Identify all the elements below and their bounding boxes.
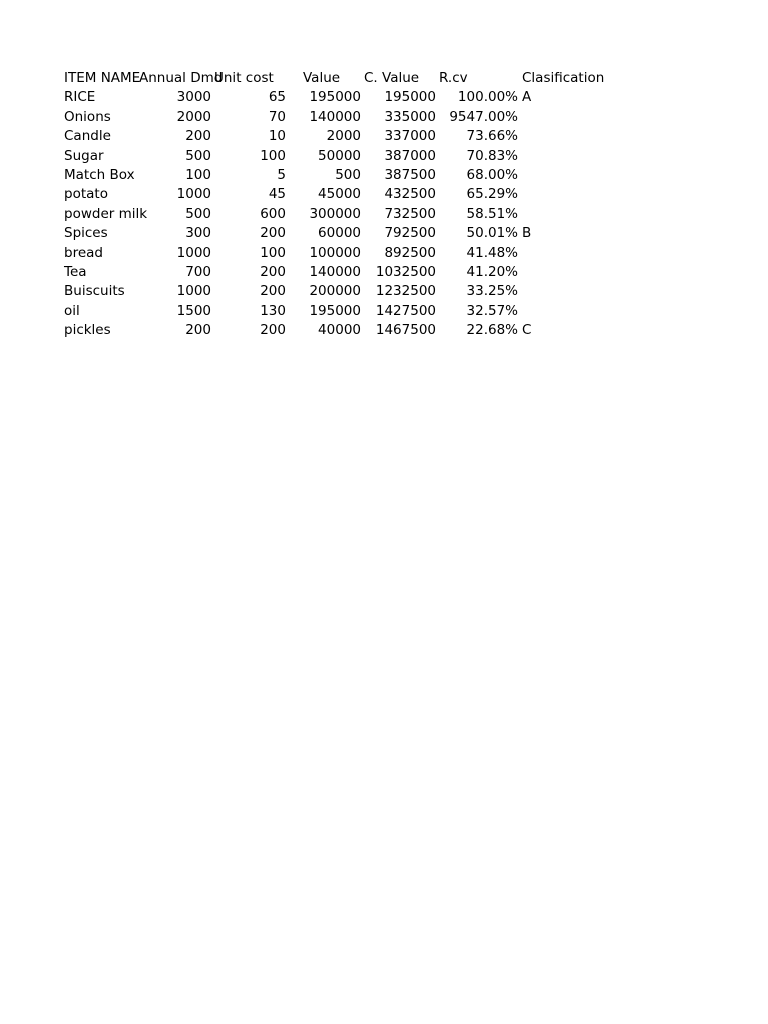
unit-cost-cell[interactable]: 10 <box>268 128 286 145</box>
item-name-cell[interactable]: potato <box>64 186 108 203</box>
classification-cell[interactable] <box>521 147 631 166</box>
annual-demand-cell[interactable]: 200 <box>185 322 211 339</box>
rcv-cell[interactable]: 22.68% <box>466 322 518 339</box>
header-annual-demand[interactable]: Annual Dmd <box>139 70 223 86</box>
annual-demand-cell[interactable]: 200 <box>185 128 211 145</box>
cumulative-value-cell[interactable]: 337000 <box>384 128 436 145</box>
cumulative-value-cell[interactable]: 387500 <box>384 166 436 183</box>
value-cell[interactable]: 195000 <box>309 302 361 319</box>
cumulative-value-cell[interactable]: 1232500 <box>375 283 436 300</box>
cumulative-value-cell[interactable]: 387000 <box>384 147 436 164</box>
header-unit-cost[interactable]: Unit cost <box>214 70 274 86</box>
item-name-cell[interactable]: bread <box>64 244 103 261</box>
value-cell[interactable]: 45000 <box>318 186 361 203</box>
item-name-cell[interactable]: pickles <box>64 322 111 339</box>
rcv-cell[interactable]: 32.57% <box>466 302 518 319</box>
unit-cost-cell[interactable]: 5 <box>277 166 286 183</box>
item-name-cell[interactable]: Buiscuits <box>64 283 125 300</box>
table-row <box>64 263 631 282</box>
annual-demand-cell[interactable]: 1000 <box>176 283 211 300</box>
annual-demand-cell[interactable]: 100 <box>185 166 211 183</box>
item-name-cell[interactable]: oil <box>64 302 80 319</box>
table-row <box>64 321 631 340</box>
value-cell[interactable]: 140000 <box>309 108 361 125</box>
rcv-cell[interactable]: 58.51% <box>466 205 518 222</box>
cumulative-value-cell[interactable]: 892500 <box>384 244 436 261</box>
classification-cell[interactable] <box>521 185 631 204</box>
classification-cell[interactable] <box>521 205 631 224</box>
header-cumulative-value[interactable]: C. Value <box>364 70 420 86</box>
table-row <box>64 282 631 301</box>
rcv-cell[interactable]: 50.01% <box>466 225 518 242</box>
value-cell[interactable]: 500 <box>335 166 361 183</box>
value-cell[interactable]: 200000 <box>309 283 361 300</box>
unit-cost-cell[interactable]: 200 <box>260 322 286 339</box>
classification-cell[interactable] <box>521 108 631 127</box>
value-cell[interactable]: 40000 <box>318 322 361 339</box>
rcv-cell[interactable]: 100.00% <box>457 89 518 106</box>
unit-cost-cell[interactable]: 200 <box>260 263 286 280</box>
item-name-cell[interactable]: Spices <box>64 225 108 242</box>
rcv-cell[interactable]: 33.25% <box>466 283 518 300</box>
table-body <box>64 88 631 340</box>
cumulative-value-cell[interactable]: 1467500 <box>375 322 436 339</box>
classification-cell[interactable] <box>521 302 631 321</box>
item-name-cell[interactable]: Candle <box>64 128 111 145</box>
value-cell[interactable]: 60000 <box>318 225 361 242</box>
unit-cost-cell[interactable]: 100 <box>260 244 286 261</box>
rcv-cell[interactable]: 65.29% <box>466 186 518 203</box>
cumulative-value-cell[interactable]: 335000 <box>384 108 436 125</box>
spreadsheet-table <box>64 69 631 340</box>
value-cell[interactable]: 100000 <box>309 244 361 261</box>
table-row <box>64 88 631 107</box>
annual-demand-cell[interactable]: 1500 <box>176 302 211 319</box>
annual-demand-cell[interactable]: 2000 <box>176 108 211 125</box>
classification-cell[interactable] <box>521 263 631 282</box>
annual-demand-cell[interactable]: 3000 <box>176 89 211 106</box>
item-name-cell[interactable]: Match Box <box>64 166 135 183</box>
header-row <box>64 69 631 88</box>
rcv-cell[interactable]: 73.66% <box>466 128 518 145</box>
table-row <box>64 185 631 204</box>
header-rcv[interactable]: R.cv <box>439 70 468 86</box>
rcv-cell[interactable]: 68.00% <box>466 166 518 183</box>
unit-cost-cell[interactable]: 200 <box>260 283 286 300</box>
cumulative-value-cell[interactable]: 432500 <box>384 186 436 203</box>
table-row <box>64 244 631 263</box>
classification-cell[interactable]: A <box>522 89 532 106</box>
table-row <box>64 302 631 321</box>
annual-demand-cell[interactable]: 1000 <box>176 186 211 203</box>
header-value[interactable]: Value <box>303 70 341 86</box>
unit-cost-cell[interactable]: 65 <box>268 89 286 106</box>
value-cell[interactable]: 300000 <box>309 205 361 222</box>
classification-cell[interactable] <box>521 127 631 146</box>
unit-cost-cell[interactable]: 100 <box>260 147 286 164</box>
unit-cost-cell[interactable]: 200 <box>260 225 286 242</box>
rcv-cell[interactable]: 41.20% <box>466 263 518 280</box>
table-row <box>64 147 631 166</box>
table-row <box>64 166 631 185</box>
table-row <box>64 127 631 146</box>
table-row <box>64 205 631 224</box>
annual-demand-cell[interactable]: 500 <box>185 205 211 222</box>
classification-cell[interactable] <box>521 244 631 263</box>
unit-cost-cell[interactable]: 45 <box>268 186 286 203</box>
classification-cell[interactable] <box>521 282 631 301</box>
cumulative-value-cell[interactable]: 1427500 <box>375 302 436 319</box>
classification-cell[interactable] <box>521 166 631 185</box>
item-name-cell[interactable]: powder milk <box>64 205 148 222</box>
cumulative-value-cell[interactable]: 792500 <box>384 225 436 242</box>
header-classification[interactable]: Clasification <box>522 70 605 86</box>
value-cell[interactable]: 140000 <box>309 263 361 280</box>
item-name-cell[interactable]: Onions <box>64 108 111 125</box>
unit-cost-cell[interactable]: 600 <box>260 205 286 222</box>
rcv-cell[interactable]: 70.83% <box>466 147 518 164</box>
value-cell[interactable]: 195000 <box>309 89 361 106</box>
unit-cost-cell[interactable]: 70 <box>268 108 286 125</box>
unit-cost-cell[interactable]: 130 <box>260 302 286 319</box>
classification-cell[interactable]: B <box>522 225 532 242</box>
annual-demand-cell[interactable]: 1000 <box>176 244 211 261</box>
rcv-cell[interactable]: 41.48% <box>466 244 518 261</box>
header-item-name[interactable]: ITEM NAME <box>64 70 141 86</box>
cumulative-value-cell[interactable]: 732500 <box>384 205 436 222</box>
annual-demand-cell[interactable]: 300 <box>185 225 211 242</box>
table-row <box>64 224 631 243</box>
value-cell[interactable]: 50000 <box>318 147 361 164</box>
annual-demand-cell[interactable]: 500 <box>185 147 211 164</box>
item-name-cell[interactable]: Sugar <box>64 147 104 164</box>
classification-cell[interactable]: C <box>522 322 532 339</box>
annual-demand-cell[interactable]: 700 <box>185 263 211 280</box>
item-name-cell[interactable]: Tea <box>64 263 87 280</box>
cumulative-value-cell[interactable]: 195000 <box>384 89 436 106</box>
rcv-cell[interactable]: 9547.00% <box>449 108 518 125</box>
cumulative-value-cell[interactable]: 1032500 <box>375 263 436 280</box>
table-row <box>64 108 631 127</box>
value-cell[interactable]: 2000 <box>326 128 361 145</box>
item-name-cell[interactable]: RICE <box>64 89 96 106</box>
